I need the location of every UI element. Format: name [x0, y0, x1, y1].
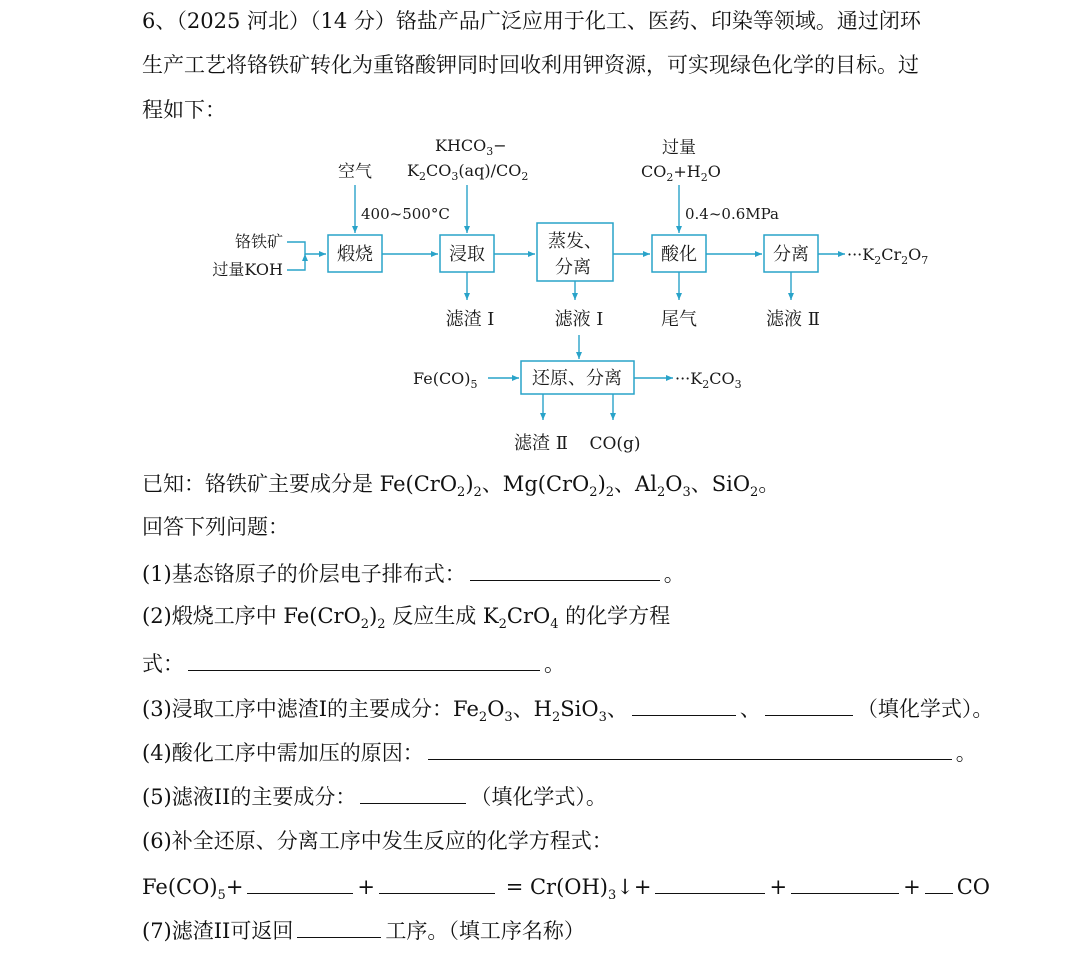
calcine-label: 煅烧	[337, 244, 373, 265]
equation-plus-1: +	[357, 875, 376, 899]
tail-gas-label: 尾气	[661, 309, 697, 330]
question-5-text: (5)滤液II的主要成分：	[142, 785, 357, 809]
k2cr2o7-product-label: $\cdot\cdot\cdot K_2Cr_2O_7$	[847, 245, 929, 267]
question-6: (6)补全还原、分离工序中发生反应的化学方程式：	[142, 829, 613, 853]
residue-1-label: 滤渣 Ⅰ	[445, 309, 495, 330]
question-5-end: （填化学式）。	[470, 785, 607, 809]
question-stem-line-3: 程如下：	[142, 98, 226, 122]
question-1-end: 。	[663, 562, 685, 586]
equation-plus-2: +	[769, 875, 788, 899]
question-3-separator: 、	[739, 697, 761, 721]
question-4-end: 。	[955, 741, 977, 765]
koh-arrow	[287, 254, 305, 270]
khco3-label: $KHCO_3-$	[435, 136, 507, 158]
equation-blank-1[interactable]	[247, 871, 353, 894]
question-stem-line-1	[142, 6, 921, 36]
acidify-label: 酸化	[661, 244, 697, 265]
question-1	[142, 558, 685, 589]
question-number: 6、	[142, 9, 177, 33]
question-4-text: (4)酸化工序中需加压的原因：	[142, 741, 424, 765]
co2-h2o-label: $CO_2+H_2O$	[641, 162, 721, 184]
pressure-label: 0.4~0.6MPa	[685, 205, 779, 223]
feco5-label: $Fe(CO)_5$	[413, 369, 478, 391]
equation-plus-3: +	[903, 875, 921, 899]
question-2-answer-blank[interactable]	[188, 648, 540, 671]
filtrate-1-label: 滤液 Ⅰ	[554, 309, 604, 330]
question-2-text-2: 式：	[142, 652, 184, 676]
question-4	[142, 737, 977, 768]
question-3-end: （填化学式）。	[856, 697, 994, 721]
ore-label: 铬铁矿	[234, 232, 283, 251]
question-1-answer-blank[interactable]	[470, 558, 660, 581]
question-stem-line-2: 生产工艺将铬铁矿转化为重铬酸钾同时回收利用钾资源，可实现绿色化学的目标。过	[142, 53, 919, 77]
k2co3-product-label: $\cdot\cdot\cdot K_2CO_3$	[675, 369, 742, 391]
evaporate-label-1: 蒸发、	[548, 231, 602, 252]
answer-prompt: 回答下列问题：	[142, 515, 289, 539]
koh-label: 过量KOH	[212, 260, 283, 279]
air-label: 空气	[338, 162, 372, 182]
question-7-text: (7)滤渣II可返回	[142, 919, 294, 943]
question-3: (3)浸取工序中滤渣I的主要成分：$Fe_2O_3$、$H_2SiO_3$、 、 （填化学式）。	[142, 693, 993, 733]
process-flow-diagram	[195, 133, 929, 463]
question-5	[142, 781, 607, 812]
question-stem-1: 铬盐产品广泛应用于化工、医药、印染等领域。通过闭环	[395, 9, 921, 33]
filtrate-2-label: 滤液 Ⅱ	[766, 309, 820, 330]
co-gas-label: CO(g)	[589, 434, 641, 454]
leach-label: 浸取	[449, 244, 485, 265]
question-4-answer-blank[interactable]	[428, 737, 952, 760]
question-2-end: 。	[544, 652, 565, 676]
question-1-text: (1)基态铬原子的价层电子排布式：	[142, 562, 466, 586]
equation-blank-2[interactable]	[379, 871, 495, 894]
question-7	[142, 915, 585, 946]
equation-blank-4[interactable]	[791, 871, 899, 894]
question-6-equation: $Fe(CO)_5+$ + = $Cr(OH)_3↓+$ + + CO	[142, 871, 990, 911]
question-3-answer-blank-2[interactable]	[765, 693, 853, 716]
ore-arrow	[287, 242, 326, 254]
question-2-line-2	[142, 648, 565, 679]
equation-blank-5[interactable]	[925, 871, 953, 894]
equation-co: CO	[956, 875, 990, 899]
question-2-line-1: (2)煅烧工序中 $Fe(CrO_2)_2$ 反应生成 $K_2CrO_4$ 的化学方程	[142, 604, 671, 633]
question-3-answer-blank-1[interactable]	[632, 693, 736, 716]
k2co3-aq-label: $K_2CO_3(aq)/CO_2$	[407, 161, 529, 183]
separate-label: 分离	[773, 244, 809, 265]
excess-label: 过量	[662, 138, 696, 158]
evaporate-label-2: 分离	[555, 257, 591, 278]
reduce-separate-label: 还原、分离	[532, 368, 622, 389]
question-7-answer-blank[interactable]	[297, 915, 381, 938]
equation-blank-3[interactable]	[655, 871, 765, 894]
question-source: （2025 河北）（14 分）	[176, 9, 396, 33]
temperature-label: 400~500°C	[361, 205, 450, 223]
residue-2-label: 滤渣 Ⅱ	[514, 433, 568, 454]
known-info: 已知：铬铁矿主要成分是 $Fe(CrO_2)_2$、$Mg(CrO_2)_2$、$Al_2O_3$、SiO$_2$。	[142, 472, 780, 501]
question-5-answer-blank[interactable]	[360, 781, 466, 804]
question-7-end: 工序。（填工序名称）	[385, 919, 585, 943]
